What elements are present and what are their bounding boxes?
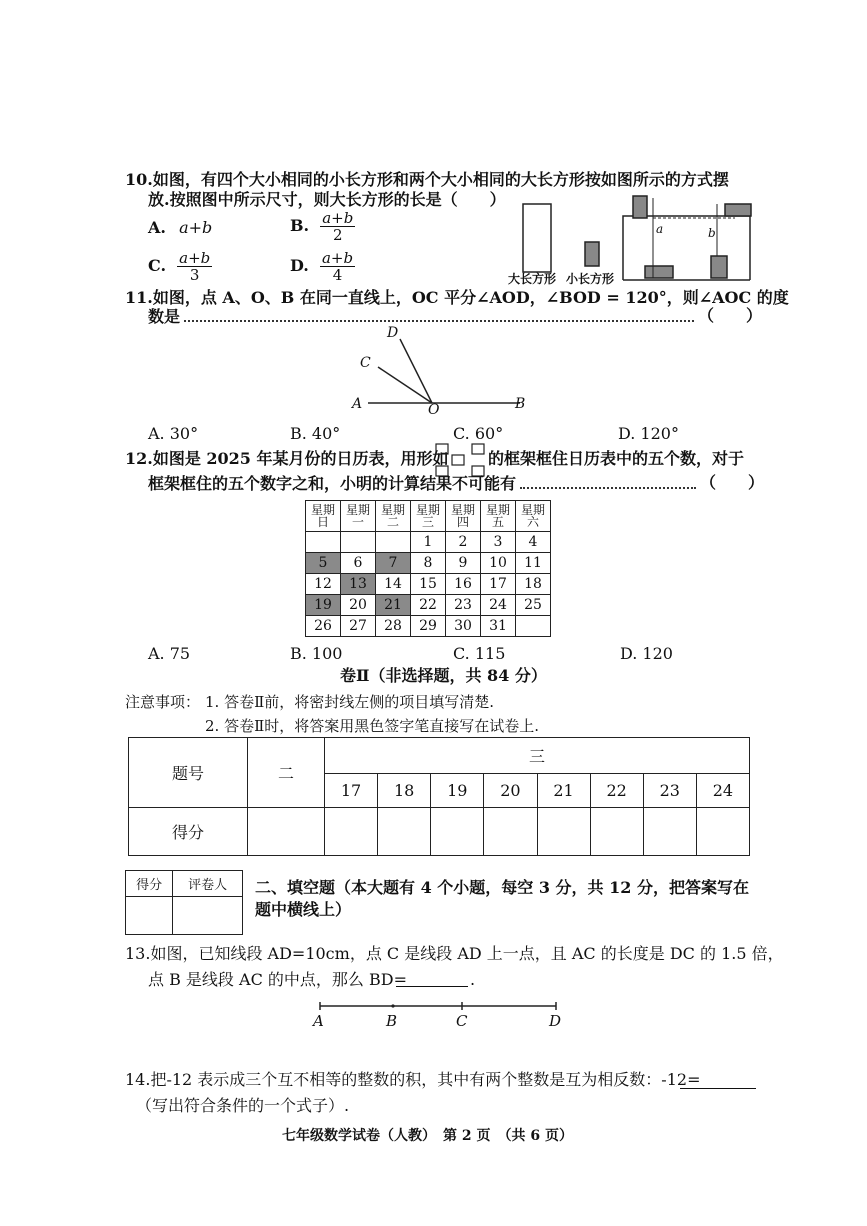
calendar-cell: 22	[411, 595, 446, 616]
q12-line1a: 12.如图是 2025 年某月份的日历表，用形如	[125, 449, 449, 468]
score-cell[interactable]	[248, 808, 325, 856]
calendar-cell: 31	[481, 616, 516, 637]
q11-answer-paren[interactable]: （ ）	[698, 306, 763, 325]
score-table-qnum: 18	[378, 774, 431, 808]
calendar-cell: 28	[376, 616, 411, 637]
calendar-cell: 26	[306, 616, 341, 637]
calendar-header: 星期 五	[481, 501, 516, 532]
fig-label-b: b	[708, 226, 716, 240]
segment-point-B: B	[386, 1012, 398, 1030]
fraction: $\frac{a+b}{4}$	[321, 249, 354, 284]
segment-point-A: A	[313, 1012, 324, 1030]
score-cell[interactable]	[537, 808, 590, 856]
calendar-cell: 30	[446, 616, 481, 637]
calendar-cell: 18	[516, 574, 551, 595]
calendar-header: 星期 六	[516, 501, 551, 532]
score-table-qnum: 23	[643, 774, 696, 808]
q11-line2: 数是	[148, 307, 181, 326]
calendar-cell: 2	[446, 532, 481, 553]
q14-line2: （写出符合条件的一个式子）.	[136, 1096, 350, 1115]
calendar-cell-highlighted: 7	[376, 553, 411, 574]
q10-option-d[interactable]	[290, 250, 355, 283]
score-cell[interactable]	[431, 808, 484, 856]
fig-small-rect-label: 小长方形	[566, 272, 615, 286]
q14-answer-blank[interactable]	[680, 1088, 756, 1089]
score-cell[interactable]	[590, 808, 643, 856]
calendar-cell: 8	[411, 553, 446, 574]
fraction: $\frac{a+b}{2}$	[322, 209, 354, 244]
q12-line1b: 的框架框住日历表中的五个数，对于	[488, 449, 745, 468]
calendar-cell	[516, 616, 551, 637]
score-table-col-san: 三	[325, 738, 750, 774]
calendar-header: 星期 日	[306, 501, 341, 532]
q11-option-d[interactable]: D. 120°	[618, 424, 679, 443]
q11-option-c[interactable]: C. 60°	[453, 424, 504, 443]
option-label: B.	[290, 216, 310, 235]
calendar-cell	[341, 532, 376, 553]
q13-segment-figure	[312, 996, 562, 1016]
q11-angle-figure	[340, 325, 540, 420]
point-O: O	[428, 402, 440, 418]
q11-option-a[interactable]: A. 30°	[148, 424, 199, 443]
calendar-header: 星期 三	[411, 501, 446, 532]
fill-section-title-2: 题中横线上）	[255, 900, 352, 919]
calendar-row	[306, 574, 551, 595]
grader-box-score-label: 得分	[126, 871, 173, 897]
calendar-row	[306, 553, 551, 574]
calendar-cell: 15	[411, 574, 446, 595]
q12-line2: 框架框住的五个数字之和，小明的计算结果不可能有	[148, 474, 517, 493]
calendar-cell: 20	[341, 595, 376, 616]
calendar-cell: 11	[516, 553, 551, 574]
score-table-label-score: 得分	[129, 808, 248, 856]
score-table-label-number: 题号	[129, 738, 248, 808]
score-table-qnum: 21	[537, 774, 590, 808]
score-cell[interactable]	[484, 808, 537, 856]
calendar-cell: 12	[306, 574, 341, 595]
grader-box-reviewer-cell[interactable]	[173, 897, 243, 935]
score-table-qnum: 24	[696, 774, 749, 808]
calendar-cell: 14	[376, 574, 411, 595]
calendar-cell: 9	[446, 553, 481, 574]
calendar-cell-highlighted: 5	[306, 553, 341, 574]
grader-box-reviewer-label: 评卷人	[173, 871, 243, 897]
q14-line1: 14.把-12 表示成三个互不相等的整数的积，其中有两个整数是互为相反数：-12=	[125, 1070, 701, 1089]
option-value: a+b	[179, 218, 213, 237]
point-C: C	[360, 355, 371, 371]
calendar-cell: 23	[446, 595, 481, 616]
fig-big-rect-label: 大长方形	[508, 272, 557, 286]
calendar-cell: 16	[446, 574, 481, 595]
calendar-cell: 17	[481, 574, 516, 595]
cross-frame-icon	[434, 442, 488, 478]
q11-option-b[interactable]: B. 40°	[290, 424, 341, 443]
point-D: D	[387, 325, 399, 341]
point-A: A	[352, 396, 363, 412]
q13-answer-blank[interactable]	[396, 986, 468, 987]
score-cell[interactable]	[325, 808, 378, 856]
option-label: A.	[148, 218, 166, 237]
calendar-cell-highlighted: 19	[306, 595, 341, 616]
calendar-row	[306, 532, 551, 553]
calendar-cell-highlighted: 13	[341, 574, 376, 595]
calendar-header: 星期 一	[341, 501, 376, 532]
option-label: D.	[290, 256, 309, 275]
score-table-qnum: 20	[484, 774, 537, 808]
calendar-header: 星期 四	[446, 501, 481, 532]
calendar-cell	[306, 532, 341, 553]
calendar-cell: 25	[516, 595, 551, 616]
calendar-cell: 29	[411, 616, 446, 637]
calendar-cell: 27	[341, 616, 376, 637]
note-1: 1. 答卷Ⅱ前，将密封线左侧的项目填写清楚.	[205, 693, 495, 711]
calendar-table	[305, 500, 551, 637]
q10-line2: 放.按照图中所示尺寸，则大长方形的长是（ ）	[148, 190, 506, 209]
note-2: 2. 答卷Ⅱ时，将答案用黑色签字笔直接写在试卷上.	[205, 717, 540, 735]
notes-label: 注意事项：	[125, 693, 201, 711]
q12-answer-paren[interactable]: （ ）	[700, 473, 765, 492]
calendar-header-row	[306, 501, 551, 532]
score-table-qnum: 19	[431, 774, 484, 808]
calendar-row	[306, 616, 551, 637]
dotted-leader	[184, 320, 694, 322]
score-table-col-er: 二	[248, 738, 325, 808]
calendar-cell: 10	[481, 553, 516, 574]
segment-point-C: C	[456, 1012, 468, 1030]
dotted-leader	[520, 487, 696, 489]
option-label: C.	[148, 256, 167, 275]
score-table-qnum: 22	[590, 774, 643, 808]
calendar-cell: 1	[411, 532, 446, 553]
q11-line1: 11.如图，点 A、O、B 在同一直线上，OC 平分∠AOD，∠BOD = 120°，则∠AOC 的度	[125, 288, 789, 307]
calendar-header: 星期 二	[376, 501, 411, 532]
q12-option-c[interactable]: C. 115	[453, 644, 506, 663]
calendar-cell: 6	[341, 553, 376, 574]
score-cell[interactable]	[643, 808, 696, 856]
page-footer: 七年级数学试卷（人教） 第 2 页 （共 6 页）	[282, 1128, 573, 1144]
fig-label-a: a	[656, 222, 664, 236]
point-B: B	[515, 396, 526, 412]
calendar-cell	[376, 532, 411, 553]
q10-option-b[interactable]	[290, 210, 355, 243]
q13-line1: 13.如图，已知线段 AD=10cm，点 C 是线段 AD 上一点，且 AC 的长度是 DC 的 1.5 倍，	[125, 944, 784, 963]
calendar-cell: 4	[516, 532, 551, 553]
fraction: $\frac{a+b}{3}$	[179, 249, 211, 284]
calendar-row	[306, 595, 551, 616]
fill-section-title-1: 二、填空题（本大题有 4 个小题，每空 3 分，共 12 分，把答案写在	[255, 878, 749, 897]
q12-option-a[interactable]: A. 75	[148, 644, 191, 663]
calendar-cell-highlighted: 21	[376, 595, 411, 616]
q13-period: .	[470, 970, 476, 989]
score-table-qnum: 17	[325, 774, 378, 808]
q10-line1: 10.如图，有四个大小相同的小长方形和两个大小相同的大长方形按如图所示的方式摆	[125, 170, 729, 189]
grader-box	[125, 870, 243, 935]
q10-option-c[interactable]	[148, 250, 212, 283]
score-cell[interactable]	[378, 808, 431, 856]
q13-line2: 点 B 是线段 AC 的中点，那么 BD=	[148, 970, 407, 989]
q10-option-a[interactable]	[148, 218, 212, 238]
calendar-cell: 3	[481, 532, 516, 553]
score-cell[interactable]	[696, 808, 749, 856]
segment-point-D: D	[549, 1012, 562, 1030]
grader-box-score-cell[interactable]	[126, 897, 173, 935]
calendar-cell: 24	[481, 595, 516, 616]
section2-title: 卷Ⅱ（非选择题，共 84 分）	[340, 666, 547, 685]
score-table	[128, 737, 750, 856]
q12-option-d[interactable]: D. 120	[620, 644, 673, 663]
q12-option-b[interactable]: B. 100	[290, 644, 343, 663]
